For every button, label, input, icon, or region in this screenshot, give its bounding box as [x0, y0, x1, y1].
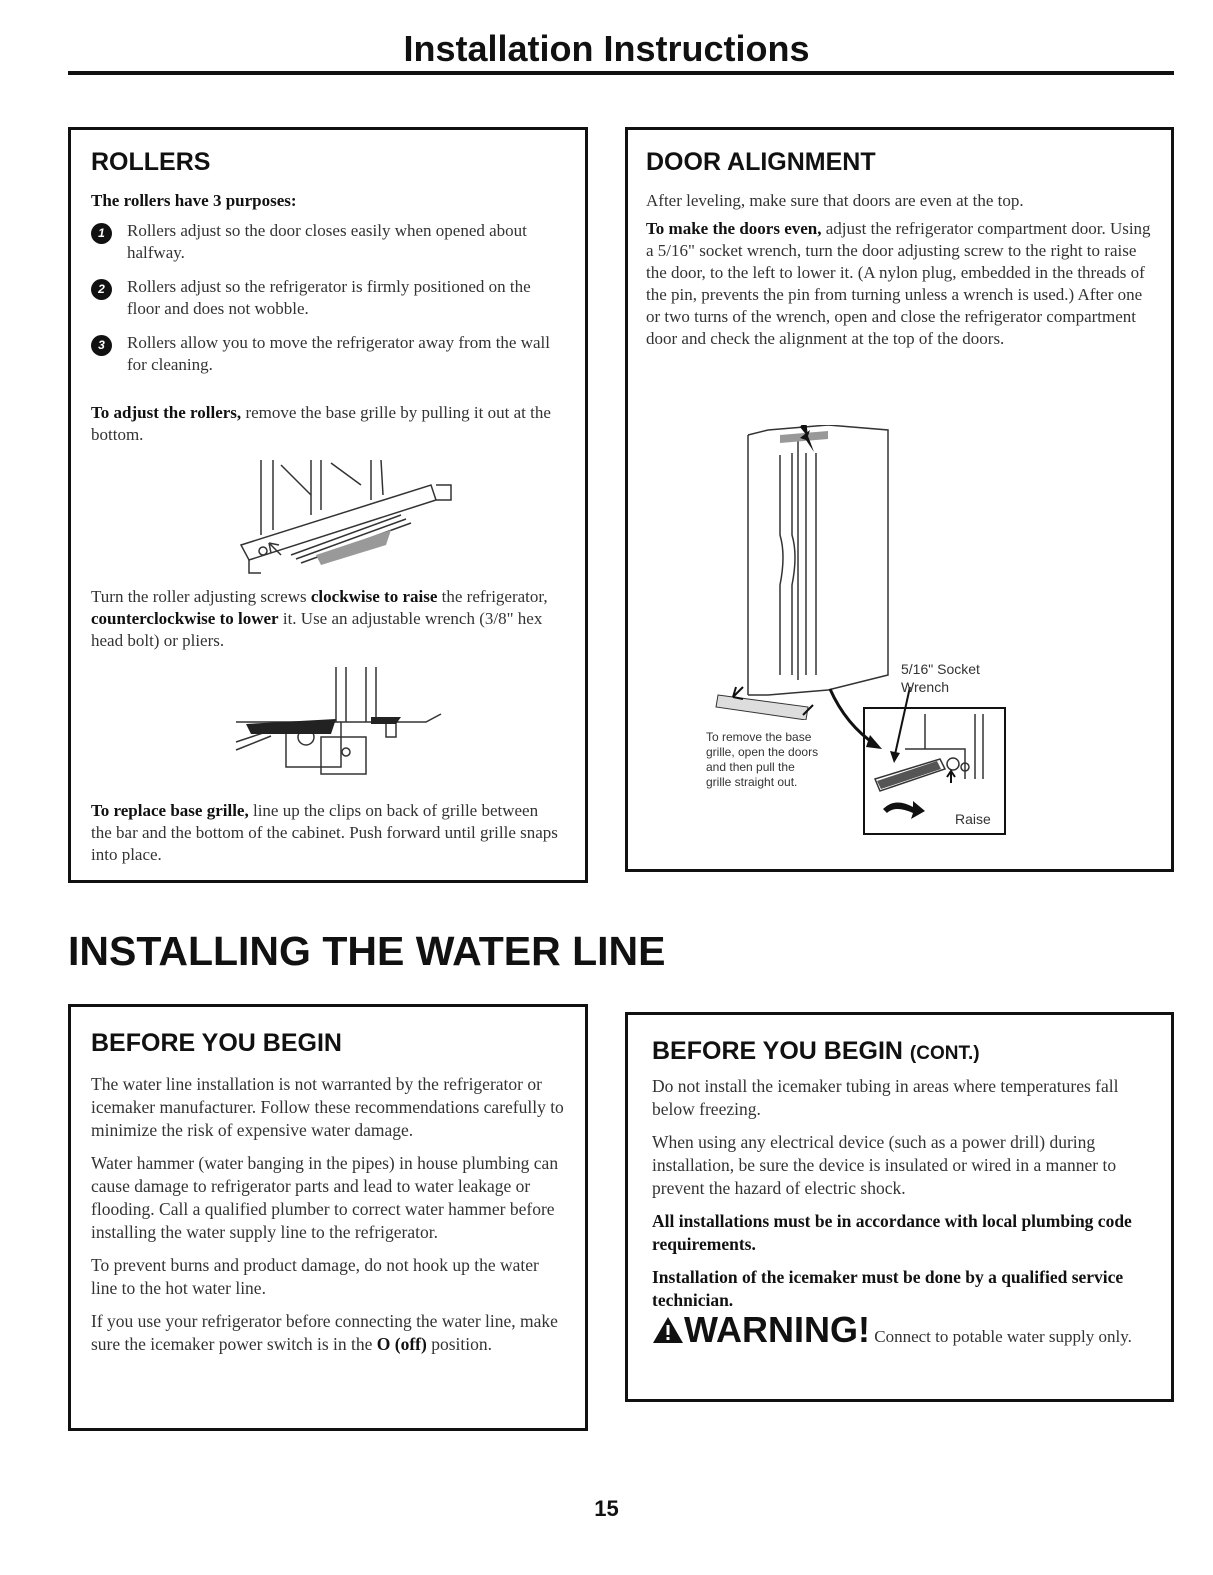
base-grille-illustration	[221, 455, 481, 585]
rollers-replace-text: To replace base grille, line up the clips on back of grille between the bar and the bottom of the cabinet. Push forward until grille snaps into place.	[91, 801, 558, 864]
warning-triangle-icon	[652, 1316, 684, 1344]
door-alignment-intro: After leveling, make sure that doors are even at the top.	[646, 191, 1024, 210]
wrench-pointer-line	[888, 685, 918, 765]
before-you-begin-box	[68, 1004, 588, 1431]
door-alignment-box	[625, 127, 1174, 872]
warning-word: WARNING!	[684, 1309, 870, 1350]
list-item	[91, 276, 561, 332]
rollers-box	[68, 127, 588, 883]
rollers-heading: ROLLERS	[91, 148, 211, 176]
arrow-icon	[796, 428, 816, 454]
water-line-heading: INSTALLING THE WATER LINE	[68, 928, 666, 974]
paragraph: To prevent burns and product damage, do not hook up the water line to the hot water line.	[91, 1255, 539, 1298]
warning-notice	[652, 1309, 1147, 1350]
paragraph: All installations must be in accordance with local plumbing code requirements.	[652, 1211, 1132, 1254]
before-you-begin-body	[91, 1073, 566, 1356]
roller-screw-illustration	[226, 662, 456, 782]
number-badge: 1	[91, 223, 112, 244]
rollers-turn-text: Turn the roller adjusting screws clockwise to raise the refrigerator, counterclockwise to lower it. Use an adjustable wrench (3/8" hex head bolt) or pliers.	[91, 587, 548, 650]
list-item-text: Rollers allow you to move the refrigerator away from the wall for cleaning.	[127, 333, 550, 374]
list-item	[91, 220, 561, 276]
rollers-purpose-list	[91, 220, 561, 388]
rollers-adjust-text: To adjust the rollers, remove the base grille by pulling it out at the bottom.	[91, 403, 551, 444]
page-title: Installation Instructions	[403, 28, 810, 69]
paragraph: Water hammer (water banging in the pipes) in house plumbing can cause damage to refrigerator parts and lead to water leakage or flooding. Call a qualified plumber to correct water hammer before installing the water supply line to the refrigerator.	[91, 1153, 559, 1242]
before-you-begin-cont-body	[652, 1075, 1147, 1348]
door-alignment-body: To make the doors even, adjust the refrigerator compartment door. Using a 5/16" socket wrench, turn the door adjusting screw to the right to raise the door, to the left to lower it. (A nylon plug, embedded in the threads of the pin, prevents the pin from turning unless a wrench is used.) After one or two turns of the wrench, open and close the refrigerator compartment door and check the alignment at the top of the doors.	[646, 219, 1151, 348]
before-you-begin-heading: BEFORE YOU BEGIN	[91, 1029, 342, 1057]
paragraph: When using any electrical device (such as a power drill) during installation, be sure the device is insulated or wired in a manner to prevent the hazard of electric shock.	[652, 1132, 1117, 1198]
rollers-purposes-intro: The rollers have 3 purposes:	[91, 191, 297, 210]
socket-wrench-label: 5/16" Socket Wrench	[901, 661, 980, 695]
page-number: 15	[594, 1496, 619, 1521]
before-you-begin-cont-box	[625, 1012, 1174, 1402]
list-item-text: Rollers adjust so the door closes easily when opened about halfway.	[127, 221, 527, 262]
number-badge: 3	[91, 335, 112, 356]
paragraph: Installation of the icemaker must be done by a qualified service technician.	[652, 1267, 1124, 1310]
warning-text: Connect to potable water supply only.	[869, 1327, 1132, 1346]
paragraph: Do not install the icemaker tubing in areas where temperatures fall below freezing.	[652, 1076, 1119, 1119]
paragraph: The water line installation is not warranted by the refrigerator or icemaker manufacturer. Follow these recommendations carefully to minimize the risk of expensive water damage.	[91, 1074, 564, 1140]
paragraph: If you use your refrigerator before connecting the water line, make sure the icemaker power switch is in the O (off) position.	[91, 1311, 558, 1354]
door-alignment-heading: DOOR ALIGNMENT	[646, 148, 876, 176]
list-item-text: Rollers adjust so the refrigerator is firmly positioned on the floor and does not wobble.	[127, 277, 531, 318]
number-badge: 2	[91, 279, 112, 300]
list-item	[91, 332, 561, 388]
before-you-begin-cont-heading: BEFORE YOU BEGIN (CONT.)	[652, 1037, 980, 1065]
title-divider	[68, 71, 1174, 75]
raise-label: Raise	[955, 811, 991, 827]
callout-arrow-icon	[826, 685, 886, 755]
remove-grille-label: To remove the base grille, open the doors and then pull the grille straight out.	[706, 730, 819, 789]
